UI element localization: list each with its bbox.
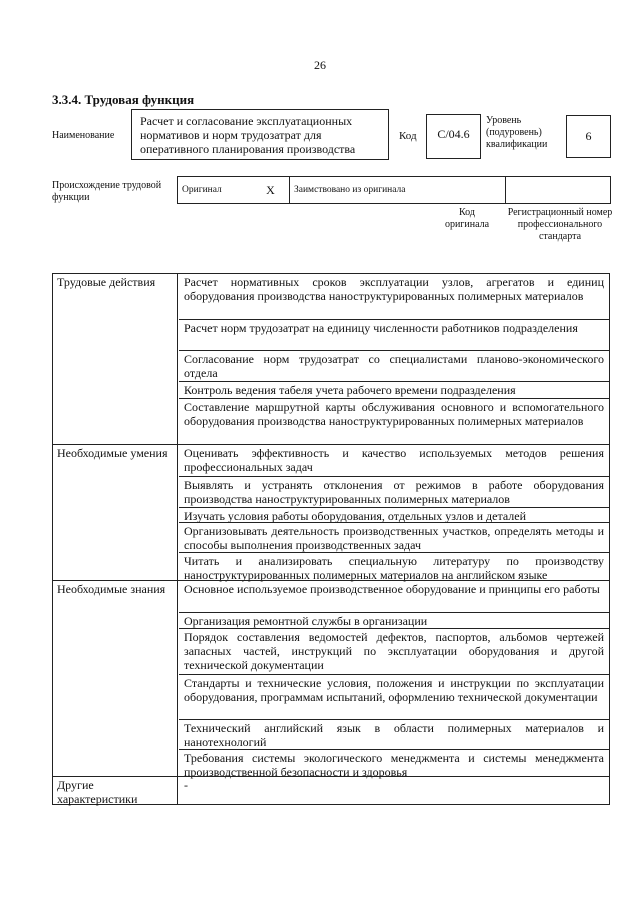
function-name: Расчет и согласование эксплуатационных нормативов и норм трудозатрат для оперативного планирования производства bbox=[131, 109, 389, 160]
skill-1: Оценивать эффективность и качество используемых методов решения профессиональных задач bbox=[184, 446, 604, 474]
skill-4: Организовывать деятельность производственных участков, определять методы и способы выполнения производственных задач bbox=[179, 522, 609, 552]
original-label: Оригинал bbox=[182, 185, 222, 195]
main-table bbox=[52, 273, 610, 805]
other-value: - bbox=[184, 778, 188, 792]
knowledge-4: Стандарты и технические условия, положения и инструкции по эксплуатации оборудования, программам испытаний, оформлению технической документации bbox=[179, 674, 609, 719]
skill-5: Читать и анализировать специальную литературу по производству наноструктурированных полимерных материалов на английском языке bbox=[179, 552, 609, 581]
skill-2: Выявлять и устранять отклонения от режимов в работе оборудования производства наноструктурированных полимерных материалов bbox=[179, 476, 609, 507]
origin-label: Происхождение трудовой функции bbox=[52, 180, 162, 203]
borrowed-label: Заимствовано из оригинала bbox=[290, 177, 506, 203]
skill-3: Изучать условия работы оборудования, отдельных узлов и деталей bbox=[179, 507, 609, 522]
qualification-level: 6 bbox=[566, 115, 611, 158]
knowledge-row bbox=[53, 580, 609, 779]
labor-actions-label: Трудовые действия bbox=[53, 274, 178, 444]
code-original-caption: Код оригинала bbox=[444, 207, 490, 230]
labor-action-5: Составление маршрутной карты обслуживания основного и вспомогательного оборудования производства наноструктурированных полимерных материалов bbox=[179, 398, 609, 444]
labor-action-2: Расчет норм трудозатрат на единицу численности работников подразделения bbox=[179, 319, 609, 350]
knowledge-2: Организация ремонтной службы в организации bbox=[179, 612, 609, 628]
original-mark: X bbox=[252, 177, 290, 203]
knowledge-3: Порядок составления ведомостей дефектов, паспортов, альбомов чертежей запасных частей, инструкций по эксплуатации оборудования и другой технической документации bbox=[179, 628, 609, 674]
labor-action-1: Расчет нормативных сроков эксплуатации узлов, агрегатов и единиц оборудования производства наноструктурированных полимерных материалов bbox=[184, 275, 604, 303]
knowledge-6: Требования системы экологического менеджмента и системы менеджмента производственной безопасности и здоровья bbox=[179, 749, 609, 777]
section-title: 3.3.4. Трудовая функция bbox=[52, 92, 195, 107]
name-label: Наименование bbox=[52, 130, 115, 141]
origin-table bbox=[177, 176, 611, 204]
knowledge-label: Необходимые знания bbox=[53, 581, 178, 776]
skills-row bbox=[53, 444, 609, 580]
knowledge-1: Основное используемое производственное оборудование и принципы его работы bbox=[184, 582, 600, 596]
other-row bbox=[53, 776, 609, 804]
function-code: С/04.6 bbox=[426, 114, 481, 159]
level-label: Уровень (подуровень) квалификации bbox=[486, 115, 548, 150]
knowledge-5: Технический английский язык в области полимерных материалов и нанотехнологий bbox=[179, 719, 609, 749]
labor-action-4: Контроль ведения табеля учета рабочего времени подразделения bbox=[179, 381, 609, 398]
page-number: 26 bbox=[314, 58, 326, 72]
reg-number-caption: Регистрационный номер профессионального стандарта bbox=[507, 207, 613, 242]
code-original-cell bbox=[506, 177, 610, 203]
labor-actions-row bbox=[53, 274, 609, 444]
labor-action-3: Согласование норм трудозатрат со специалистами планово-экономического отдела bbox=[179, 350, 609, 381]
skills-label: Необходимые умения bbox=[53, 445, 178, 580]
code-label: Код bbox=[399, 130, 417, 142]
other-label: Другие характеристики bbox=[53, 777, 178, 804]
